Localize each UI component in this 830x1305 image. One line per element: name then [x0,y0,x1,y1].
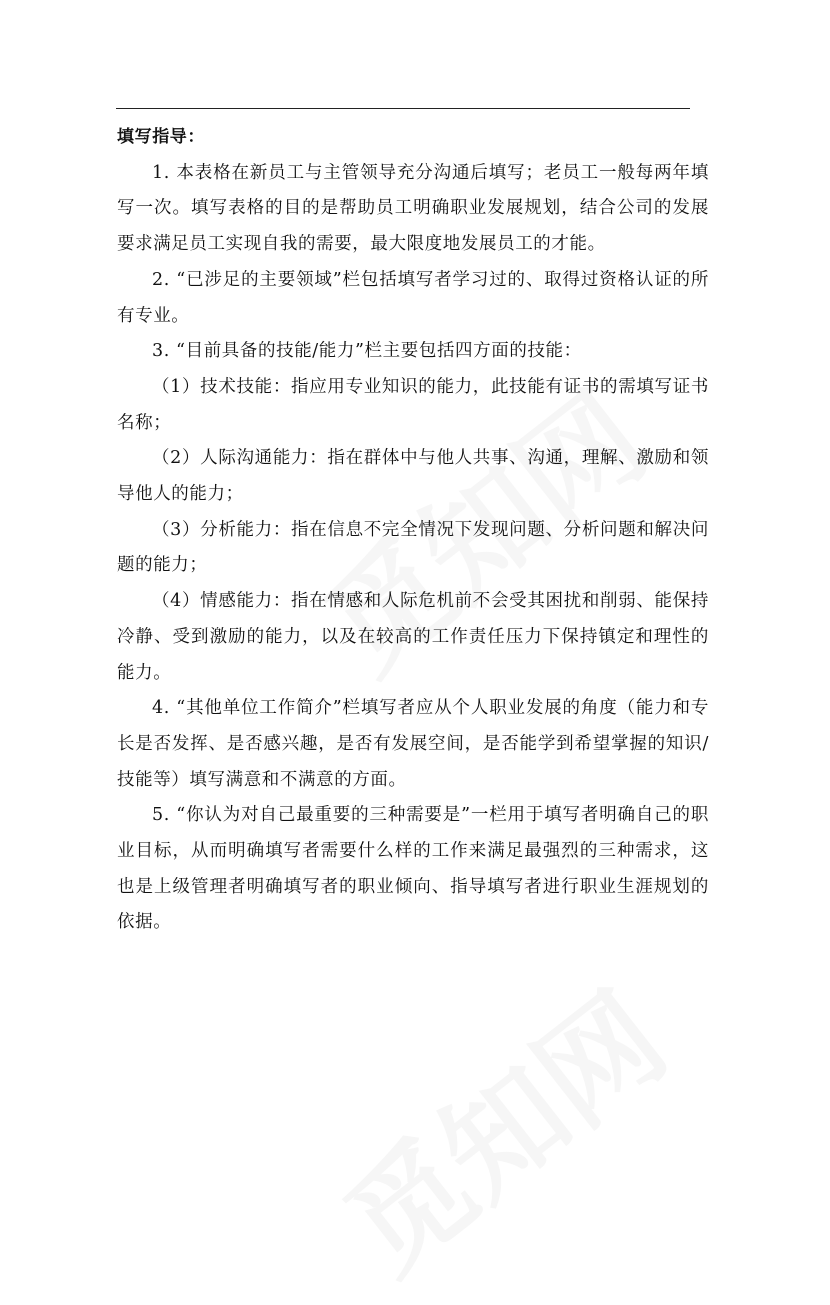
guide-content [117,120,709,941]
paragraph-5: 5. “你认为对自己最重要的三种需要是”一栏用于填写者明确自己的职业目标，从而明确填写者需要什么样的工作来满足最强烈的三种需求，这也是上级管理者明确填写者的职业倾向、指导填写者进行职业生涯规划的依据。 [117,805,709,933]
paragraph-1: 1. 本表格在新员工与主管领导充分沟通后填写；老员工一般每两年填写一次。填写表格的目的是帮助员工明确职业发展规划，结合公司的发展要求满足员工实现自我的需要，最大限度地发展员工的才能。 [117,162,709,255]
guide-heading: 填写指导： [117,127,205,147]
paragraph-4: 4. “其他单位工作简介”栏填写者应从个人职业发展的角度（能力和专长是否发挥、是否感兴趣，是否有发展空间，是否能学到希望掌握的知识/技能等）填写满意和不满意的方面。 [117,698,709,790]
paragraph-3: 3. “目前具备的技能/能力”栏主要包括四方面的技能： [152,341,582,362]
paragraph-2: 2. “已涉足的主要领域”栏包括填写者学习过的、取得过资格认证的所有专业。 [117,269,709,326]
paragraph-3-4: （4）情感能力：指在情感和人际危机前不会受其困扰和削弱、能保持冷静、受到激励的能力，以及在较高的工作责任压力下保持镇定和理性的能力。 [117,591,709,683]
paragraph-3-2: （2）人际沟通能力：指在群体中与他人共事、沟通，理解、激励和领导他人的能力； [117,448,709,505]
paragraph-3-3: （3）分析能力：指在信息不完全情况下发现问题、分析问题和解决问题的能力； [117,519,709,576]
header-rule [116,108,690,109]
paragraph-3-1: （1）技术技能：指应用专业知识的能力，此技能有证书的需填写证书名称； [117,376,709,433]
watermark [305,947,695,1304]
